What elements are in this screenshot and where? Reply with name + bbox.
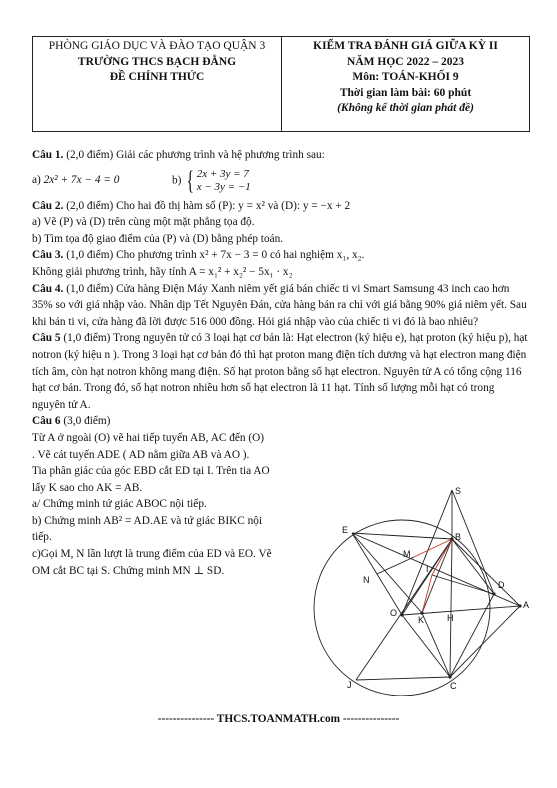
q6-title: Câu 6	[32, 415, 61, 428]
label-i: I	[426, 564, 429, 574]
q4-body: (1,0 điểm) Cửa hàng Điện Máy Xanh niêm yết giá bán chiếc ti vi Smart Samsung 43 inch cao hơn 35% so với giá nhập vào. Nhân dịp Tết Nguyên Đán, cửa hàng bán ra chỉ với giá bằng 90% giá niêm yết. Sau khi bán ti vi, cửa hàng đã lời được 516 000 đồng. Hỏi giá nhập vào của chiếc ti vi đó là bao nhiêu?	[32, 282, 527, 328]
q6-line4: lấy K sao cho AK = AB.	[32, 481, 143, 494]
label-o: O	[390, 608, 398, 618]
label-s: S	[455, 486, 462, 496]
q6-line3: Tia phân giác của góc EBD cắt ED tại I. Trên tia AO	[32, 465, 270, 478]
q4	[32, 281, 528, 331]
q5-title: Câu 5	[32, 332, 61, 345]
line-bi-red	[432, 539, 452, 575]
point-c	[448, 675, 451, 678]
point-b	[450, 537, 453, 540]
q3-intro	[32, 247, 528, 264]
tangent-ab	[452, 539, 520, 606]
line-ek	[352, 533, 422, 613]
label-c: C	[450, 681, 457, 691]
line-ck	[422, 613, 450, 677]
q1-a-label: a)	[32, 174, 41, 187]
tangent-ac	[450, 606, 520, 677]
q2-intro	[32, 198, 528, 215]
brace-glyph: {	[186, 165, 195, 195]
label-e: E	[342, 525, 349, 535]
line-nm	[377, 557, 414, 574]
q6-line8: c)Gọi M, N lần lượt là trung điểm của ED và EO. Vẽ	[32, 548, 272, 561]
q6-line5: a/ Chứng minh tứ giác ABOC nội tiếp.	[32, 498, 207, 511]
line-sd	[452, 490, 494, 594]
q6-heading	[32, 413, 528, 430]
duration-note: (Không kể thời gian phát đề)	[337, 102, 474, 114]
label-j: J	[347, 680, 352, 690]
circle-o	[314, 520, 490, 696]
q1-b-eq1: 2x + 3y = 7	[196, 167, 249, 180]
line-be	[352, 533, 452, 539]
q3-line2: Không giải phương trình, hãy tính A = x₁² + x₂² − 5x₁ · x₂	[32, 265, 293, 278]
line-j-b	[356, 539, 452, 680]
label-b: B	[455, 532, 462, 542]
q1-title: Câu 1.	[32, 149, 64, 161]
label-m: M	[403, 549, 411, 559]
exam-title: KIỂM TRA ĐÁNH GIÁ GIỮA KỲ II	[313, 40, 498, 52]
label-n: N	[363, 575, 370, 585]
line-oc	[402, 615, 450, 677]
label-a: A	[523, 600, 530, 610]
header-left	[33, 37, 282, 131]
label-k: K	[418, 615, 425, 625]
q3-title: Câu 3.	[32, 249, 64, 262]
official-label: ĐỀ CHÍNH THỨC	[109, 71, 205, 83]
q4-title: Câu 4.	[32, 282, 64, 295]
line-bc	[450, 539, 452, 677]
q1-intro-text: (2,0 điểm) Giải các phương trình và hệ phương trình sau:	[66, 149, 325, 161]
q5-body: (1,0 điểm) Trong nguyên tử có 3 loại hạt cơ bản là: Hạt electron (ký hiệu e), hạt proton (ký hiệu p), hạt notron (ký hiệu n ). Trong 3 loại hạt cơ bản đó thì hạt proton mang điện tích dương và hạt electron mang điện tích âm, còn hạt notron không mang điện. Số hạt proton bằng số hạt electron. Nguyên tử A có tổng cộng 116 hạt cơ bản. Trong đó, số hạt notron nhiều hơn số hạt electron là 11 hạt. Tính số lượng mỗi hạt có trong nguyên tử A.	[32, 332, 528, 411]
subject: Môn: TOÁN-KHỐI 9	[352, 71, 459, 83]
point-a	[518, 604, 521, 607]
q1-intro	[32, 147, 528, 164]
q2-b: b) Tìm tọa độ giao điểm của (P) và (D) bằng phép toán.	[32, 232, 284, 245]
header-right	[282, 37, 529, 131]
q6-line2: . Vẽ cát tuyến ADE ( AD nằm giữa AB và AO ).	[32, 448, 250, 461]
line-cj	[356, 677, 450, 680]
q6-line7: tiếp.	[32, 531, 52, 544]
point-o	[400, 613, 403, 616]
exam-header	[32, 36, 530, 132]
q1-parts	[32, 164, 528, 198]
point-d	[492, 592, 495, 595]
school-year: NĂM HỌC 2022 – 2023	[347, 55, 464, 68]
q1-b-label: b)	[172, 174, 182, 187]
school-name: TRƯỜNG THCS BẠCH ĐẰNG	[77, 55, 237, 68]
q2-title: Câu 2.	[32, 199, 64, 212]
q6-line6: b) Chứng minh AB² = AD.AE và tứ giác BIKC nội	[32, 514, 263, 527]
q1-part-b	[172, 165, 251, 195]
line-cd	[450, 594, 494, 677]
q6-line9: OM cắt BC tại S. Chứng minh MN ⊥ SD.	[32, 564, 225, 577]
footer-source: --------------- THCS.TOANMATH.com ---------------	[157, 713, 400, 725]
q1-b-eq2: x − 3y = −1	[196, 180, 251, 193]
q1-b-system	[184, 165, 251, 195]
q5	[32, 330, 528, 413]
q1-a-equation: 2x² + 7x − 4 = 0	[43, 174, 120, 187]
q6-text	[32, 430, 304, 579]
q6-line1: Từ A ở ngoài (O) vẽ hai tiếp tuyến AB, AC đến (O)	[32, 431, 265, 444]
q1-part-a	[32, 172, 172, 189]
q6-points: (3,0 điểm)	[63, 415, 111, 428]
duration: Thời gian làm bài: 60 phút	[339, 86, 472, 99]
q2-a: a) Vẽ (P) và (D) trên cùng một mặt phẳng tọa độ.	[32, 216, 255, 229]
q2-intro-text: (2,0 điểm) Cho hai đồ thị hàm số (P): y = x² và (D): y = −x + 2	[66, 199, 351, 212]
label-h: H	[447, 613, 454, 623]
label-d: D	[498, 580, 505, 590]
q3-intro-text: (1,0 điểm) Cho phương trình x² + 7x − 3 = 0 có hai nghiệm x₁, x₂.	[66, 249, 365, 262]
geometry-figure	[292, 482, 536, 696]
department-name: PHÒNG GIÁO DỤC VÀ ĐÀO TẠO QUẬN 3	[48, 40, 266, 52]
